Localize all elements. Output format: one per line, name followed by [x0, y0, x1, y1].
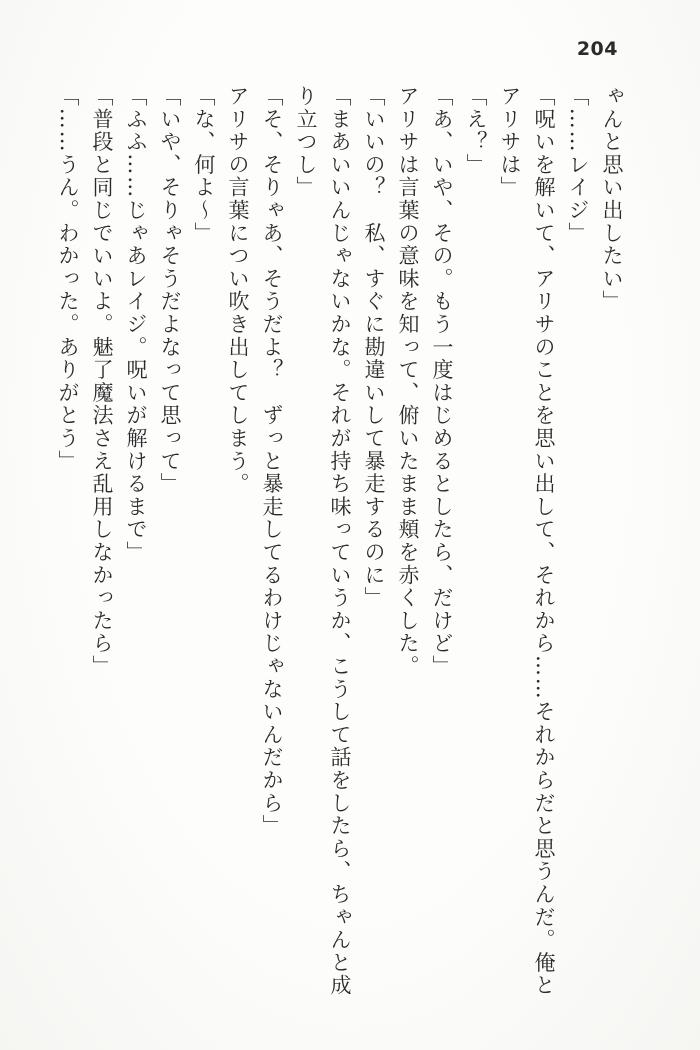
- text-line: アリサの言葉につい吹き出してしまう。: [226, 85, 250, 496]
- body-text: [51, 85, 629, 1003]
- text-line: 「まあいいんじゃないかな。それが持ち味っていうか、こうして話をしたら、ちゃんと成: [328, 85, 352, 997]
- text-line: 「いや、そりゃそうだよなって思って」: [158, 85, 182, 496]
- text-line: 「……レイジ」: [566, 85, 590, 245]
- text-line: 「……うん。わかった。ありがとう」: [56, 85, 80, 473]
- text-line: 「そ、そりゃあ、そうだよ？ ずっと暴走してるわけじゃないんだから」: [260, 85, 284, 838]
- text-line: 「いいの？ 私、すぐに勘違いして暴走するのに」: [362, 85, 386, 610]
- page-number: 204: [576, 38, 618, 60]
- text-line: 「普段と同じでいいよ。魅了魔法さえ乱用しなかったら」: [90, 85, 114, 678]
- text-line: 「な、何よ～」: [192, 85, 216, 245]
- text-line: ゃんと思い出したい」: [600, 85, 624, 313]
- text-line: アリサは」: [498, 85, 522, 199]
- text-line: アリサは言葉の意味を知って、俯いたまま頬を赤くした。: [396, 85, 420, 678]
- text-line: 「呪いを解いて、アリサのことを思い出して、それから……それからだと思うんだ。俺と: [532, 85, 556, 997]
- text-line: 「え？」: [464, 85, 488, 177]
- text-line: り立つし」: [294, 85, 318, 199]
- text-line: 「あ、いや、その。もう一度はじめるとしたら、だけど」: [430, 85, 454, 678]
- text-line: 「ふふ……じゃあレイジ。呪いが解けるまで」: [124, 85, 148, 564]
